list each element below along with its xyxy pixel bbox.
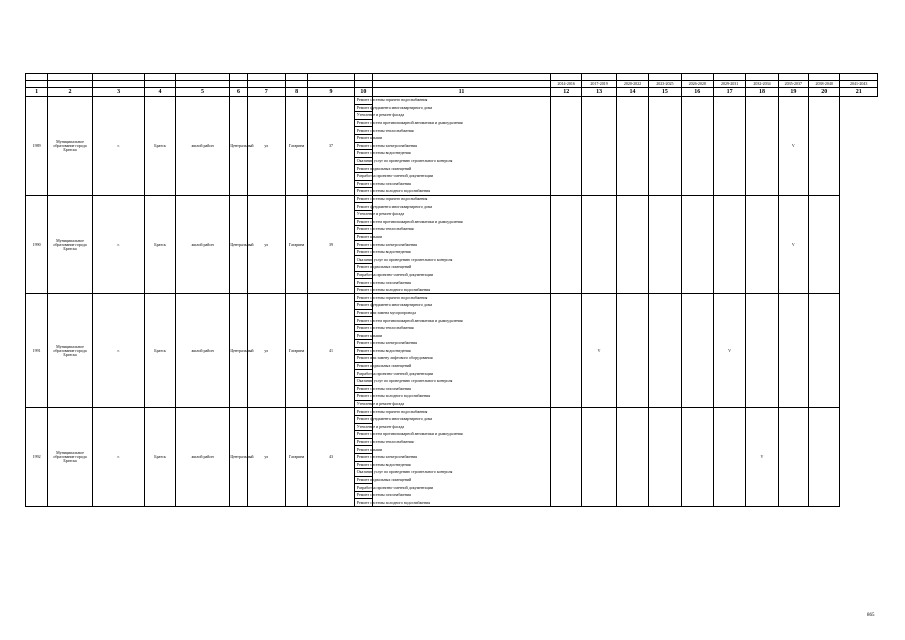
period-check-cell: V [713, 294, 745, 408]
work-item: Ремонт системы газоснабжения [354, 491, 372, 499]
work-item: Оказание услуг по проведению строительного контроля [354, 157, 372, 165]
column-number: 3 [92, 88, 145, 97]
work-item: Оказание услуг по проведению строительного контроля [354, 469, 372, 477]
period-check-cell [582, 195, 616, 294]
year-header-cell: 2038-2040 [809, 81, 840, 88]
house-number: 37 [308, 97, 355, 196]
district-name: Центральный [230, 195, 247, 294]
period-check-cell [551, 195, 582, 294]
column-number: 11 [372, 88, 550, 97]
period-check-cell [681, 195, 713, 294]
year-header-cell: 2035-2037 [778, 81, 808, 88]
period-check-cell [649, 294, 681, 408]
city-name: Братск [145, 408, 175, 507]
year-header-cell: 2014-2016 [551, 81, 582, 88]
column-number: 6 [230, 88, 247, 97]
locality-type: г. [92, 195, 145, 294]
work-item: Оказание услуг по проведению строительного контроля [354, 377, 372, 385]
street-type: ул [247, 408, 285, 507]
work-item: Ремонт фундамента многоквартирного дома [354, 104, 372, 112]
work-item: Разработка проектно-сметной документации [354, 484, 372, 492]
year-header-cell: 2032-2034 [746, 81, 778, 88]
work-item: Ремонт систем противопожарной автоматики и дымоудаления [354, 218, 372, 226]
year-header-cell: 2029-2031 [713, 81, 745, 88]
work-item: Утепление и ремонт фасада [354, 400, 372, 408]
district-type: жилой район [175, 408, 230, 507]
work-item: Ремонт системы горячего водоснабжения [354, 97, 372, 105]
work-item: Ремонт подвальных помещений [354, 165, 372, 173]
work-item: Ремонт системы теплоснабжения [354, 127, 372, 135]
work-item: Ремонт фундамента многоквартирного дома [354, 415, 372, 423]
work-item: Ремонт системы холодного водоснабжения [354, 188, 372, 196]
period-check-cell [713, 408, 745, 507]
column-number: 1 [26, 88, 48, 97]
work-item: Ремонт системы электроснабжения [354, 340, 372, 348]
period-check-cell [809, 294, 840, 408]
period-check-cell: V [746, 408, 778, 507]
municipality-name: Муниципальное образование города Братска [48, 97, 93, 196]
column-number: 14 [616, 88, 648, 97]
work-item: Ремонт систем противопожарной автоматики и дымоудаления [354, 431, 372, 439]
work-item: Разработка проектно-сметной документации [354, 172, 372, 180]
district-type: жилой район [175, 97, 230, 196]
work-item: Ремонт системы холодного водоснабжения [354, 393, 372, 401]
year-header-cell: 2023-2025 [649, 81, 681, 88]
work-item: Утепление и ремонт фасада [354, 112, 372, 120]
table-row [26, 294, 878, 302]
table-body [26, 74, 878, 507]
year-header-row [26, 81, 878, 88]
column-number: 12 [551, 88, 582, 97]
column-number: 19 [778, 88, 808, 97]
period-check-cell [616, 195, 648, 294]
work-item: Разработка проектно-сметной документации [354, 370, 372, 378]
column-number: 7 [247, 88, 285, 97]
period-check-cell [713, 97, 745, 196]
table-row [26, 195, 878, 203]
work-item: Ремонт системы водоотведения [354, 248, 372, 256]
work-item: Утепление и ремонт фасада [354, 423, 372, 431]
period-check-cell [649, 97, 681, 196]
city-name: Братск [145, 195, 175, 294]
street-name: Гагарина [285, 294, 307, 408]
work-item: Ремонт систем противопожарной автоматики и дымоудаления [354, 119, 372, 127]
district-name: Центральный [230, 97, 247, 196]
street-name: Гагарина [285, 97, 307, 196]
work-item: Ремонт фундамента многоквартирного дома [354, 203, 372, 211]
column-number: 17 [713, 88, 745, 97]
record-id: 1990 [26, 195, 48, 294]
street-type: ул [247, 97, 285, 196]
work-item: Ремонт системы холодного водоснабжения [354, 286, 372, 294]
work-item: Ремонт крыши [354, 233, 372, 241]
period-check-cell [681, 294, 713, 408]
work-item: Ремонт подвальных помещений [354, 362, 372, 370]
period-check-cell [713, 195, 745, 294]
period-check-cell [746, 195, 778, 294]
locality-type: г. [92, 408, 145, 507]
city-name: Братск [145, 97, 175, 196]
municipality-name: Муниципальное образование города Братска [48, 294, 93, 408]
period-check-cell: V [778, 97, 808, 196]
column-number: 8 [285, 88, 307, 97]
year-header-cell: 2017-2019 [582, 81, 616, 88]
column-number: 2 [48, 88, 93, 97]
municipality-name: Муниципальное образование города Братска [48, 195, 93, 294]
district-name: Центральный [230, 294, 247, 408]
column-number: 9 [308, 88, 355, 97]
work-item: Ремонт системы водоотведения [354, 150, 372, 158]
period-check-cell [616, 97, 648, 196]
column-number-row [26, 88, 878, 97]
house-number: 41 [308, 294, 355, 408]
work-item: Ремонт системы горячего водоснабжения [354, 294, 372, 302]
period-check-cell [551, 408, 582, 507]
district-type: жилой район [175, 195, 230, 294]
year-header-cell: 2041-2043 [840, 81, 878, 88]
period-check-cell [809, 97, 840, 196]
period-check-cell [681, 97, 713, 196]
work-item: Ремонт системы электроснабжения [354, 241, 372, 249]
column-number: 15 [649, 88, 681, 97]
work-item: Ремонт крыши [354, 134, 372, 142]
period-check-cell [616, 408, 648, 507]
work-item: Оказание услуг по проведению строительного контроля [354, 256, 372, 264]
work-item: Ремонт системы теплоснабжения [354, 226, 372, 234]
table-row [26, 97, 878, 105]
period-check-cell: V [778, 195, 808, 294]
period-check-cell [778, 408, 808, 507]
period-check-cell: V [582, 294, 616, 408]
work-item: Ремонт крыши [354, 332, 372, 340]
street-type: ул [247, 195, 285, 294]
period-check-cell [746, 294, 778, 408]
page-number: 865 [867, 613, 875, 618]
work-item: Ремонт крыши [354, 446, 372, 454]
column-number: 5 [175, 88, 230, 97]
work-item: Ремонт системы теплоснабжения [354, 324, 372, 332]
period-check-cell [809, 195, 840, 294]
locality-type: г. [92, 97, 145, 196]
work-item: Ремонт системы электроснабжения [354, 453, 372, 461]
street-type: ул [247, 294, 285, 408]
work-item: Ремонт системы газоснабжения [354, 180, 372, 188]
column-number: 21 [840, 88, 878, 97]
column-number: 4 [145, 88, 175, 97]
period-check-cell [649, 195, 681, 294]
blank-header-row [26, 74, 878, 81]
city-name: Братск [145, 294, 175, 408]
work-item: Ремонт системы газоснабжения [354, 279, 372, 287]
work-item: Ремонт подвальных помещений [354, 264, 372, 272]
work-item: Ремонт системы газоснабжения [354, 385, 372, 393]
year-header-cell: 2026-2028 [681, 81, 713, 88]
period-check-cell [551, 97, 582, 196]
work-item: Ремонт или замену лифтового оборудования [354, 355, 372, 363]
work-item: Ремонт системы теплоснабжения [354, 438, 372, 446]
column-number: 13 [582, 88, 616, 97]
record-id: 1991 [26, 294, 48, 408]
street-name: Гагарина [285, 195, 307, 294]
work-item: Ремонт подвальных помещений [354, 476, 372, 484]
locality-type: г. [92, 294, 145, 408]
column-number: 20 [809, 88, 840, 97]
period-check-cell [778, 294, 808, 408]
work-item: Ремонт фундамента многоквартирного дома [354, 302, 372, 310]
period-check-cell [809, 408, 840, 507]
column-number: 16 [681, 88, 713, 97]
column-number: 18 [746, 88, 778, 97]
record-id: 1992 [26, 408, 48, 507]
work-item: Ремонт системы горячего водоснабжения [354, 408, 372, 416]
street-name: Гагарина [285, 408, 307, 507]
work-item: Ремонт системы холодного водоснабжения [354, 499, 372, 507]
period-check-cell [649, 408, 681, 507]
period-check-cell [582, 97, 616, 196]
capital-repair-table [25, 73, 878, 507]
work-item: Ремонт систем противопожарной автоматики и дымоудаления [354, 317, 372, 325]
municipality-name: Муниципальное образование города Братска [48, 408, 93, 507]
period-check-cell [551, 294, 582, 408]
table-row [26, 408, 878, 416]
house-number: 39 [308, 195, 355, 294]
period-check-cell [616, 294, 648, 408]
work-item: Разработка проектно-сметной документации [354, 271, 372, 279]
work-item: Ремонт системы водоотведения [354, 461, 372, 469]
period-check-cell [582, 408, 616, 507]
year-header-cell: 2020-2022 [616, 81, 648, 88]
work-item: Ремонт системы водоотведения [354, 347, 372, 355]
period-check-cell [681, 408, 713, 507]
work-item: Ремонт или замена мусоропровода [354, 309, 372, 317]
work-item: Ремонт системы электроснабжения [354, 142, 372, 150]
house-number: 43 [308, 408, 355, 507]
period-check-cell [746, 97, 778, 196]
column-number: 10 [354, 88, 372, 97]
district-type: жилой район [175, 294, 230, 408]
work-item: Утепление и ремонт фасада [354, 210, 372, 218]
record-id: 1989 [26, 97, 48, 196]
district-name: Центральный [230, 408, 247, 507]
work-item: Ремонт системы горячего водоснабжения [354, 195, 372, 203]
